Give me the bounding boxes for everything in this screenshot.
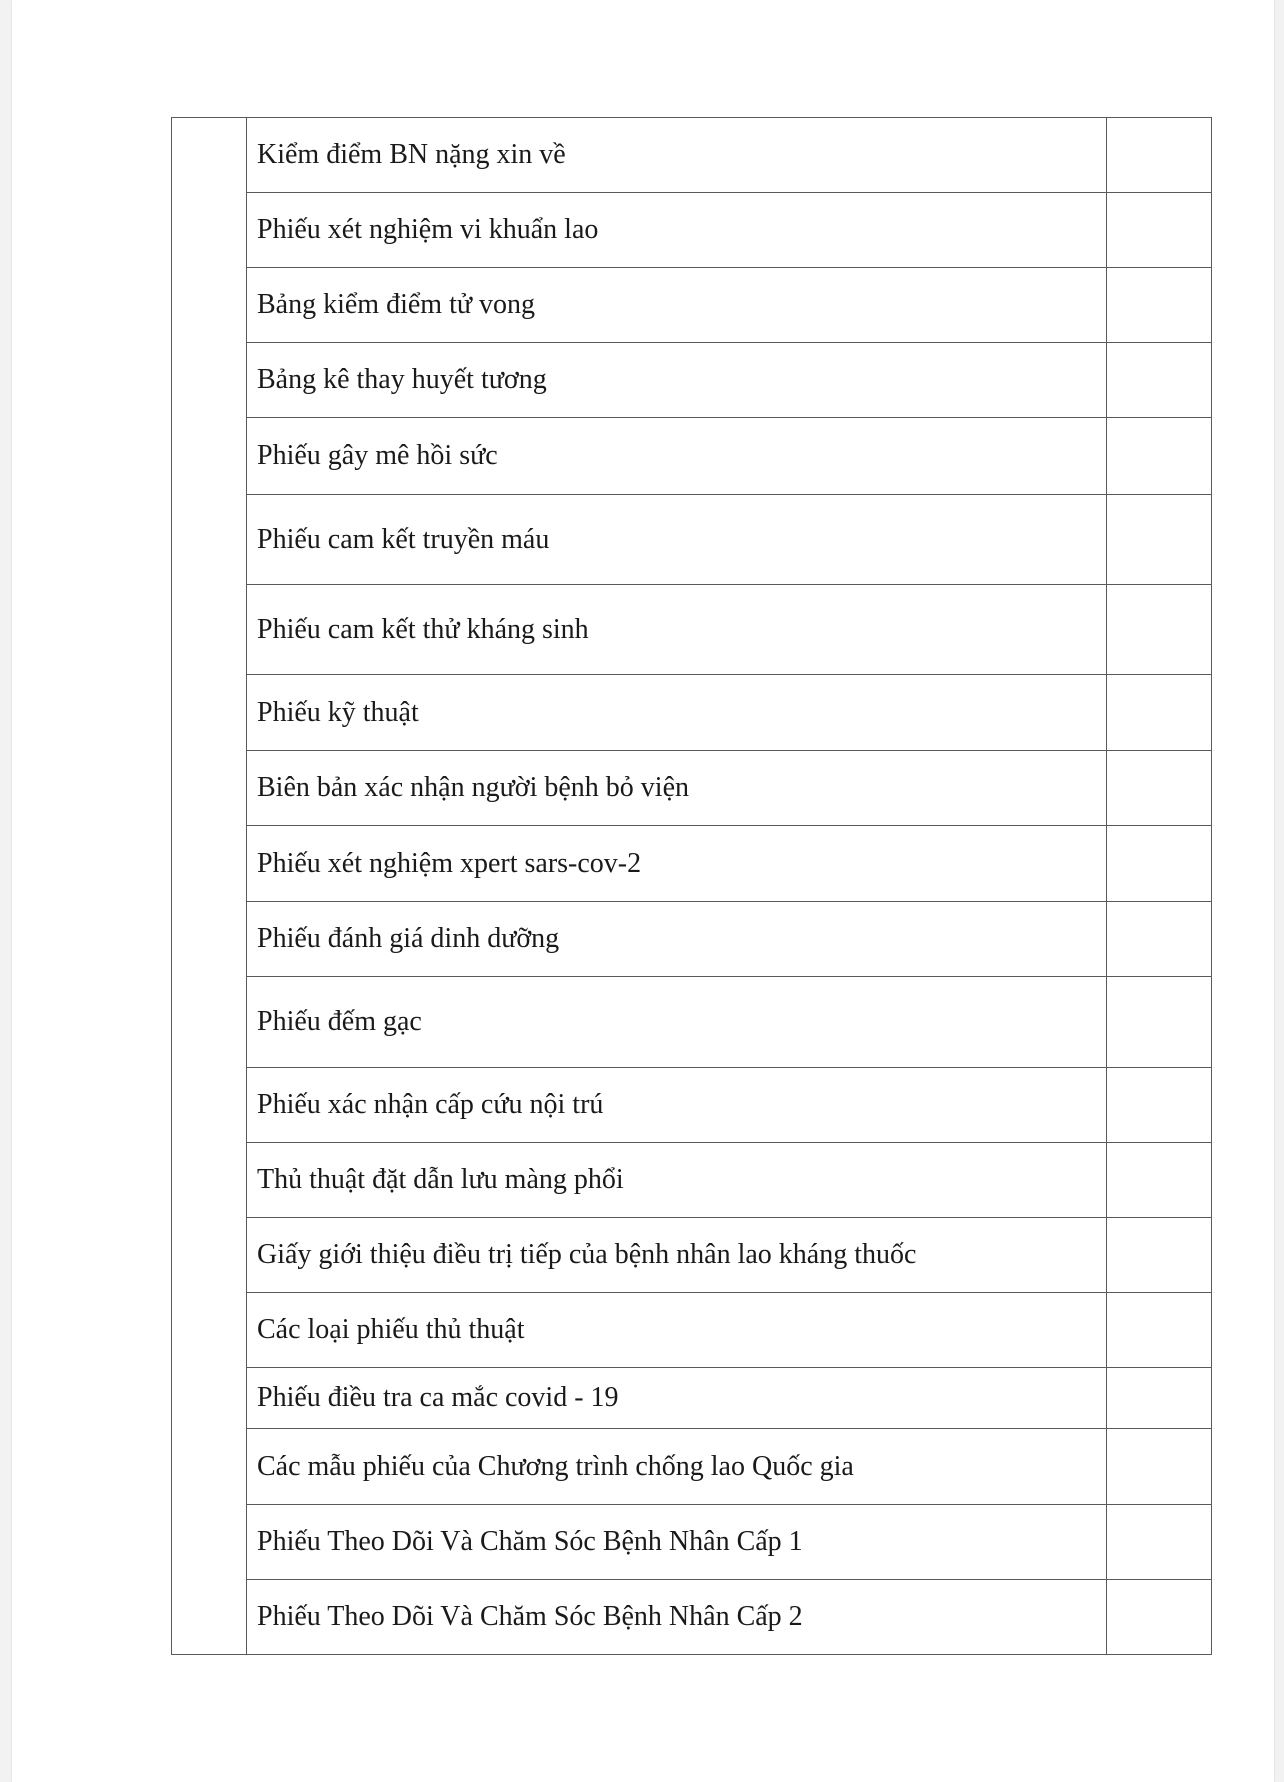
form-name-cell: Biên bản xác nhận người bệnh bỏ viện xyxy=(247,751,1107,826)
check-cell xyxy=(1107,1068,1212,1143)
form-name-cell: Phiếu gây mê hồi sức xyxy=(247,418,1107,495)
table-row xyxy=(172,585,1212,675)
form-name-cell: Phiếu xác nhận cấp cứu nội trú xyxy=(247,1068,1107,1143)
table-row xyxy=(172,977,1212,1068)
check-cell xyxy=(1107,343,1212,418)
check-cell xyxy=(1107,1580,1212,1655)
check-cell xyxy=(1107,268,1212,343)
index-column-cell xyxy=(172,118,247,1655)
check-cell xyxy=(1107,585,1212,675)
check-cell xyxy=(1107,826,1212,902)
table-row xyxy=(172,418,1212,495)
check-cell xyxy=(1107,1293,1212,1368)
form-name-cell: Các mẫu phiếu của Chương trình chống lao Quốc gia xyxy=(247,1429,1107,1505)
form-name-cell: Phiếu xét nghiệm vi khuẩn lao xyxy=(247,193,1107,268)
check-cell xyxy=(1107,418,1212,495)
table-body xyxy=(172,118,1212,1655)
check-cell xyxy=(1107,1505,1212,1580)
table-row xyxy=(172,343,1212,418)
table-row xyxy=(172,268,1212,343)
form-name-cell: Phiếu đếm gạc xyxy=(247,977,1107,1068)
check-cell xyxy=(1107,902,1212,977)
table-row xyxy=(172,751,1212,826)
form-name-cell: Kiểm điểm BN nặng xin về xyxy=(247,118,1107,193)
form-name-cell: Phiếu điều tra ca mắc covid - 19 xyxy=(247,1368,1107,1429)
table-row xyxy=(172,1143,1212,1218)
table-row xyxy=(172,1580,1212,1655)
check-cell xyxy=(1107,675,1212,751)
table-row xyxy=(172,1068,1212,1143)
form-name-cell: Phiếu cam kết thử kháng sinh xyxy=(247,585,1107,675)
table-row xyxy=(172,495,1212,585)
form-name-cell: Phiếu Theo Dõi Và Chăm Sóc Bệnh Nhân Cấp 1 xyxy=(247,1505,1107,1580)
form-name-cell: Thủ thuật đặt dẫn lưu màng phổi xyxy=(247,1143,1107,1218)
form-name-cell: Phiếu kỹ thuật xyxy=(247,675,1107,751)
check-cell xyxy=(1107,1218,1212,1293)
form-name-cell: Bảng kiểm điểm tử vong xyxy=(247,268,1107,343)
form-name-cell: Phiếu cam kết truyền máu xyxy=(247,495,1107,585)
table-row xyxy=(172,1505,1212,1580)
table-row xyxy=(172,118,1212,193)
check-cell xyxy=(1107,1429,1212,1505)
check-cell xyxy=(1107,495,1212,585)
table-row xyxy=(172,193,1212,268)
document-page xyxy=(12,0,1274,1782)
form-name-cell: Phiếu Theo Dõi Và Chăm Sóc Bệnh Nhân Cấp 2 xyxy=(247,1580,1107,1655)
form-list-table xyxy=(171,117,1212,1655)
form-name-cell: Phiếu đánh giá dinh dưỡng xyxy=(247,902,1107,977)
table-row xyxy=(172,1218,1212,1293)
form-name-cell: Các loại phiếu thủ thuật xyxy=(247,1293,1107,1368)
table-row xyxy=(172,902,1212,977)
check-cell xyxy=(1107,1143,1212,1218)
form-name-cell: Phiếu xét nghiệm xpert sars-cov-2 xyxy=(247,826,1107,902)
table-row xyxy=(172,675,1212,751)
table-row xyxy=(172,1429,1212,1505)
check-cell xyxy=(1107,1368,1212,1429)
table-row xyxy=(172,1368,1212,1429)
table-row xyxy=(172,1293,1212,1368)
check-cell xyxy=(1107,193,1212,268)
check-cell xyxy=(1107,977,1212,1068)
table-row xyxy=(172,826,1212,902)
check-cell xyxy=(1107,751,1212,826)
check-cell xyxy=(1107,118,1212,193)
form-name-cell: Bảng kê thay huyết tương xyxy=(247,343,1107,418)
form-name-cell: Giấy giới thiệu điều trị tiếp của bệnh nhân lao kháng thuốc xyxy=(247,1218,1107,1293)
